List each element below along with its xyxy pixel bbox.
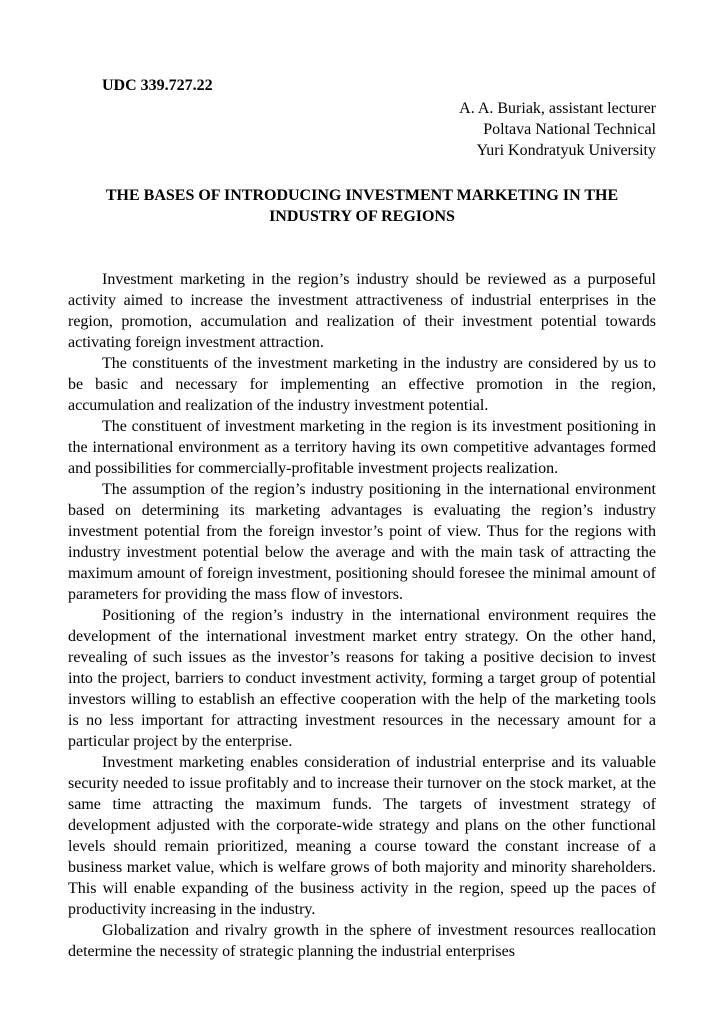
paragraph: The constituents of the investment marketing in the industry are considered by us to be basic and necessary for implementing an effective promotion in the region, accumulation and realization of the industry investment potential. [68, 355, 656, 414]
paragraph: Investment marketing enables consideration of industrial enterprise and its valuable security needed to issue profitably and to increase their turnover on the stock market, at the same time attracting the maximum funds. The targets of investment strategy of development adjusted with the corporate-wide strategy and plans on the other functional levels should remain prioritized, meaning a course toward the constant increase of a business market value, which is welfare grows of both majority and minority shareholders. This will enable expanding of the business activity in the region, speed up the paces of productivity increasing in the industry. [68, 754, 656, 918]
paragraph: The constituent of investment marketing in the region is its investment positioning in the international environment as a territory having its own competitive advantages formed and possibilities for commercially-profitable investment projects realization. [68, 418, 656, 477]
author-affiliation-line: Yuri Kondratyuk University [476, 142, 656, 159]
paragraph: The assumption of the region’s industry positioning in the international environment based on determining its marketing advantages is evaluating the region’s industry investment potential from the foreign investor’s point of view. Thus for the regions with industry investment potential below the average and with the main task of attracting the maximum amount of foreign investment, positioning should foresee the minimal amount of parameters for providing the mass flow of investors. [68, 481, 656, 603]
paper-body [68, 269, 656, 962]
udc-code: UDC 339.727.22 [102, 77, 213, 94]
author-block [68, 98, 656, 161]
paragraph: Globalization and rivalry growth in the sphere of investment resources reallocation determine the necessity of strategic planning the industrial enterprises [68, 922, 656, 960]
author-affiliation-line: Poltava National Technical [483, 121, 656, 138]
paragraph: Investment marketing in the region’s industry should be reviewed as a purposeful activity aimed to increase the investment attractiveness of industrial enterprises in the region, promotion, accumulation and realization of their investment potential towards activating foreign investment attraction. [68, 271, 656, 351]
paper-title: THE BASES OF INTRODUCING INVESTMENT MARKETING IN THE INDUSTRY OF REGIONS [105, 187, 619, 225]
author-line: A. A. Buriak, assistant lecturer [459, 100, 656, 117]
paragraph: Positioning of the region’s industry in the international environment requires the development of the international investment market entry strategy. On the other hand, revealing of such issues as the investor’s reasons for taking a positive decision to invest into the project, barriers to conduct investment activity, forming a target group of potential investors willing to establish an effective cooperation with the help of the marketing tools is no less important for attracting investment resources in the necessary amount for a particular project by the enterprise. [68, 607, 656, 750]
